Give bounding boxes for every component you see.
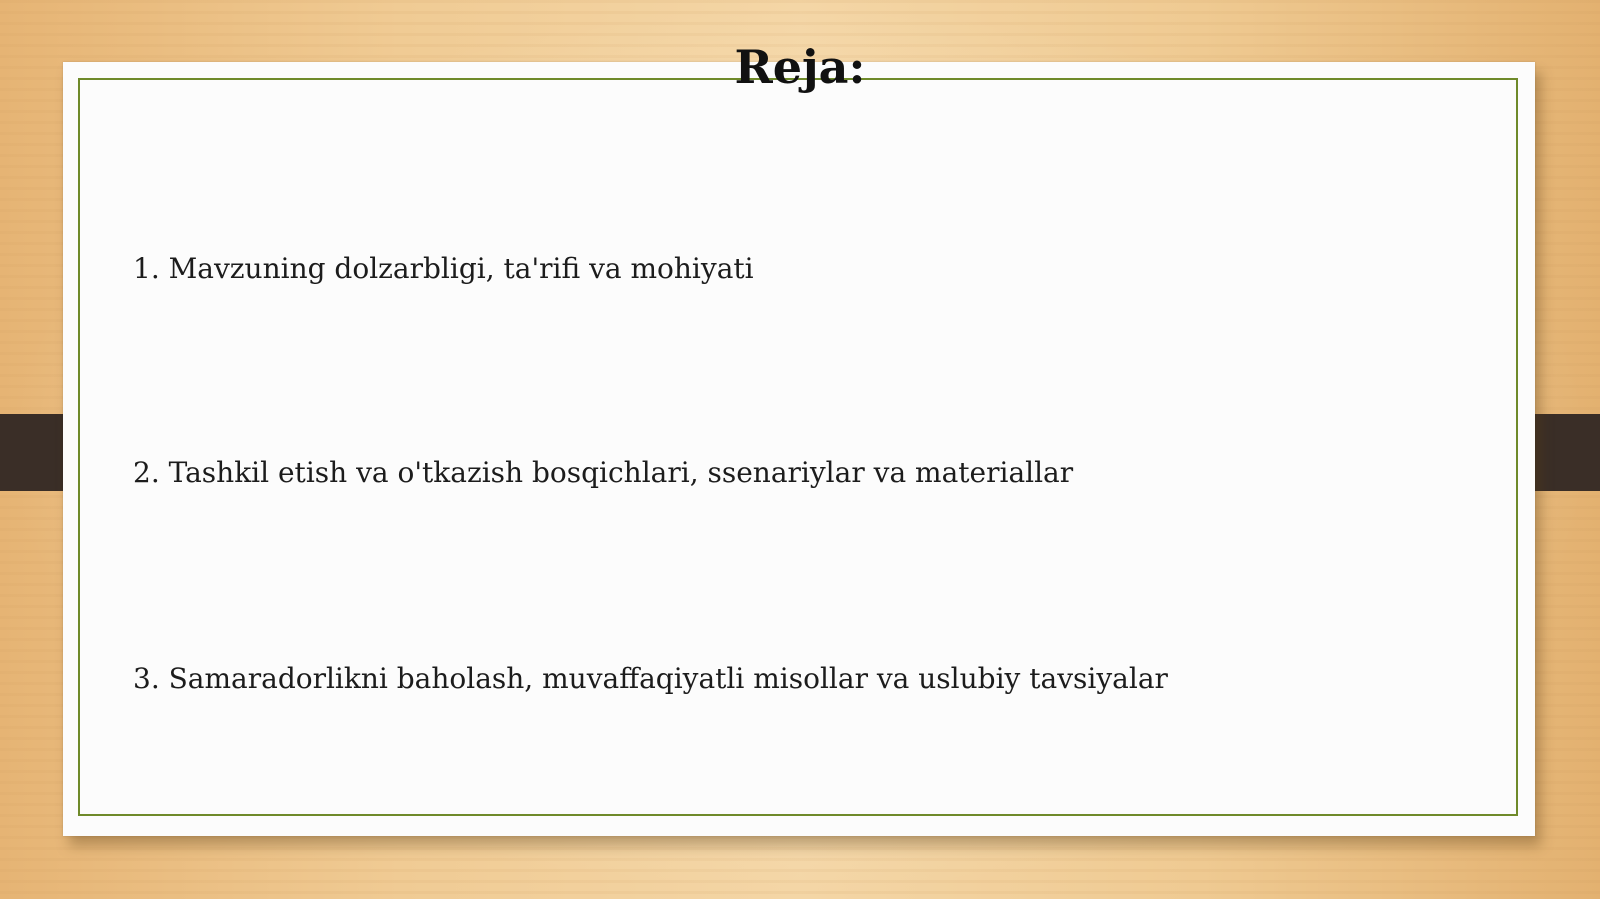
slide-card xyxy=(63,62,1535,836)
plan-item-1: 1. Mavzuning dolzarbligi, ta'rifi va mohiyati xyxy=(133,252,754,285)
plan-item-2: 2. Tashkil etish va o'tkazish bosqichlari, ssenariylar va materiallar xyxy=(133,456,1074,489)
slide-title: Reja: xyxy=(734,40,866,94)
inner-frame xyxy=(78,78,1518,816)
plan-item-3: 3. Samaradorlikni baholash, muvaffaqiyatli misollar va uslubiy tavsiyalar xyxy=(133,662,1168,695)
